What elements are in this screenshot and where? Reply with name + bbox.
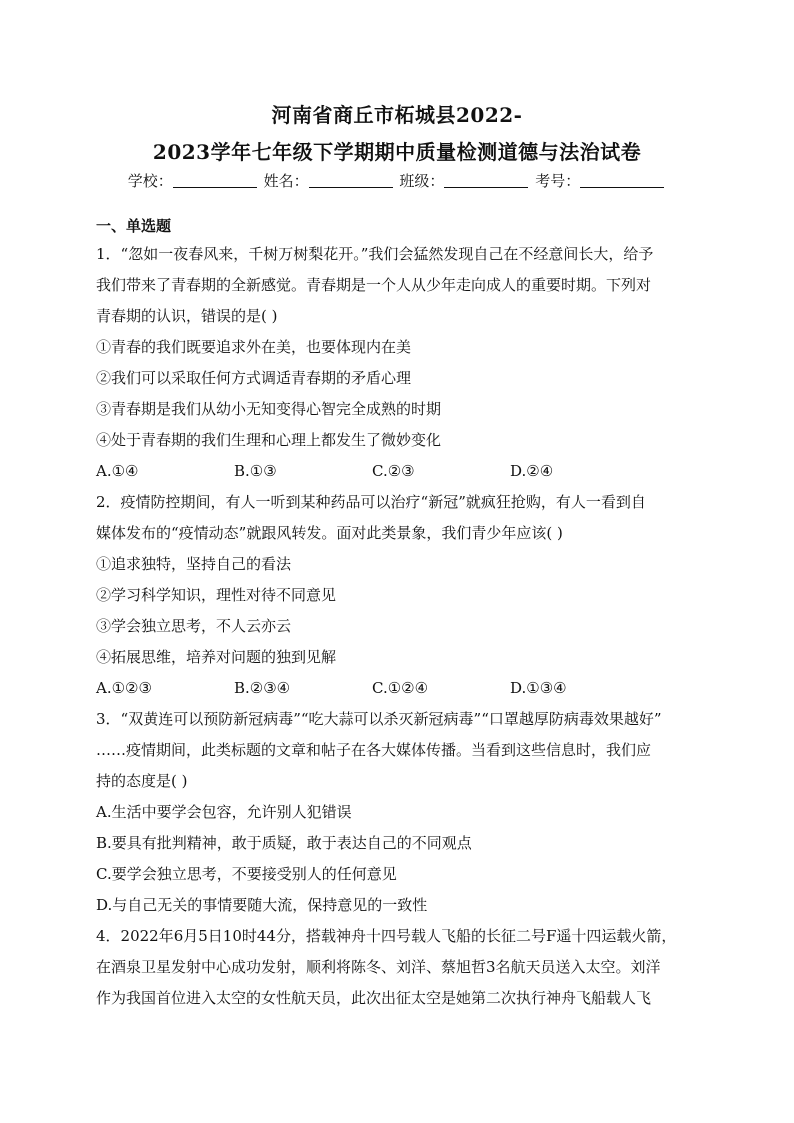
statement-item: ①追求独特，坚持自己的看法: [96, 555, 292, 573]
question-stem-line: 在酒泉卫星发射中心成功发射，顺利将陈冬、刘洋、蔡旭哲3名航天员送入太空。刘洋: [96, 958, 661, 976]
exam-title-line1: 河南省商丘市柘城县2022-: [271, 103, 523, 127]
question-stem-line: 青春期的认识，错误的是( ): [96, 307, 278, 325]
answer-options: [96, 673, 700, 704]
school-label: 学校：: [127, 172, 173, 190]
statement-item: ③学会独立思考，不人云亦云: [96, 617, 292, 635]
answer-options: [96, 456, 700, 487]
option-d[interactable]: D.②④: [510, 462, 554, 480]
question-stem-line: 我们带来了青春期的全新感觉。青春期是一个人从少年走向成人的重要时期。下列对: [96, 276, 652, 294]
statement-item: ④处于青春期的我们生理和心理上都发生了微妙变化: [96, 431, 442, 449]
question-stem-line: 1．“忽如一夜春风来，千树万树梨花开。”我们会猛然发现自己在不经意间长大，给予: [96, 245, 654, 263]
option-c[interactable]: C.②③: [372, 462, 415, 480]
statement-item: ①青春的我们既要追求外在美，也要体现内在美: [96, 338, 412, 356]
class-blank[interactable]: [444, 173, 528, 188]
class-label: 班级：: [399, 172, 445, 190]
name-blank[interactable]: [309, 173, 393, 188]
question-stem-line: 4．2022年6月5日10时44分，搭载神舟十四号载人飞船的长征二号F遥十四运载火箭，: [96, 927, 677, 945]
option-d[interactable]: D.①③④: [510, 679, 567, 697]
exam-title-line2: 2023学年七年级下学期期中质量检测道德与法治试卷: [152, 140, 642, 164]
question-2: [96, 487, 700, 704]
option-b[interactable]: B.①③: [234, 462, 277, 480]
exam-number-label: 考号：: [535, 172, 581, 190]
exam-number-blank[interactable]: [580, 173, 664, 188]
section-title: 一、单选题: [96, 217, 172, 235]
option-b[interactable]: B.②③④: [234, 679, 291, 697]
question-stem-line: 2．疫情防控期间，有人一听到某种药品可以治疗“新冠”就疯狂抢购，有人一看到自: [96, 493, 646, 511]
question-stem-line: 媒体发布的“疫情动态”就跟风转发。面对此类景象，我们青少年应该( ): [96, 524, 563, 542]
question-stem-line: 持的态度是( ): [96, 772, 188, 790]
question-stem-line: 作为我国首位进入太空的女性航天员，此次出征太空是她第二次执行神舟飞船载人飞: [96, 989, 652, 1007]
question-1: [96, 239, 700, 487]
statement-item: ③青春期是我们从幼小无知变得心智完全成熟的时期: [96, 400, 442, 418]
statement-item: ②学习科学知识，理性对待不同意见: [96, 586, 337, 604]
question-3: [96, 704, 700, 921]
option-b[interactable]: B.要具有批判精神，敢于质疑，敢于表达自己的不同观点: [96, 834, 472, 852]
option-d[interactable]: D.与自己无关的事情要随大流，保持意见的一致性: [96, 896, 428, 914]
option-c[interactable]: C.要学会独立思考，不要接受别人的任何意见: [96, 865, 397, 883]
option-a[interactable]: A.①②③: [96, 679, 152, 697]
statement-item: ②我们可以采取任何方式调适青春期的矛盾心理: [96, 369, 412, 387]
school-blank[interactable]: [173, 173, 257, 188]
student-info-row: [0, 170, 794, 191]
question-stem-line: 3．“双黄连可以预防新冠病毒”“吃大蒜可以杀灭新冠病毒”“口罩越厚防病毒效果越好”: [96, 710, 662, 728]
question-list: [96, 239, 700, 1014]
option-a[interactable]: A.生活中要学会包容，允许别人犯错误: [96, 803, 352, 821]
name-label: 姓名：: [263, 172, 309, 190]
question-stem-line: ……疫情期间，此类标题的文章和帖子在各大媒体传播。当看到这些信息时，我们应: [96, 741, 652, 759]
option-a[interactable]: A.①④: [96, 462, 139, 480]
question-4: [96, 921, 700, 1014]
option-c[interactable]: C.①②④: [372, 679, 429, 697]
statement-item: ④拓展思维，培养对问题的独到见解: [96, 648, 337, 666]
